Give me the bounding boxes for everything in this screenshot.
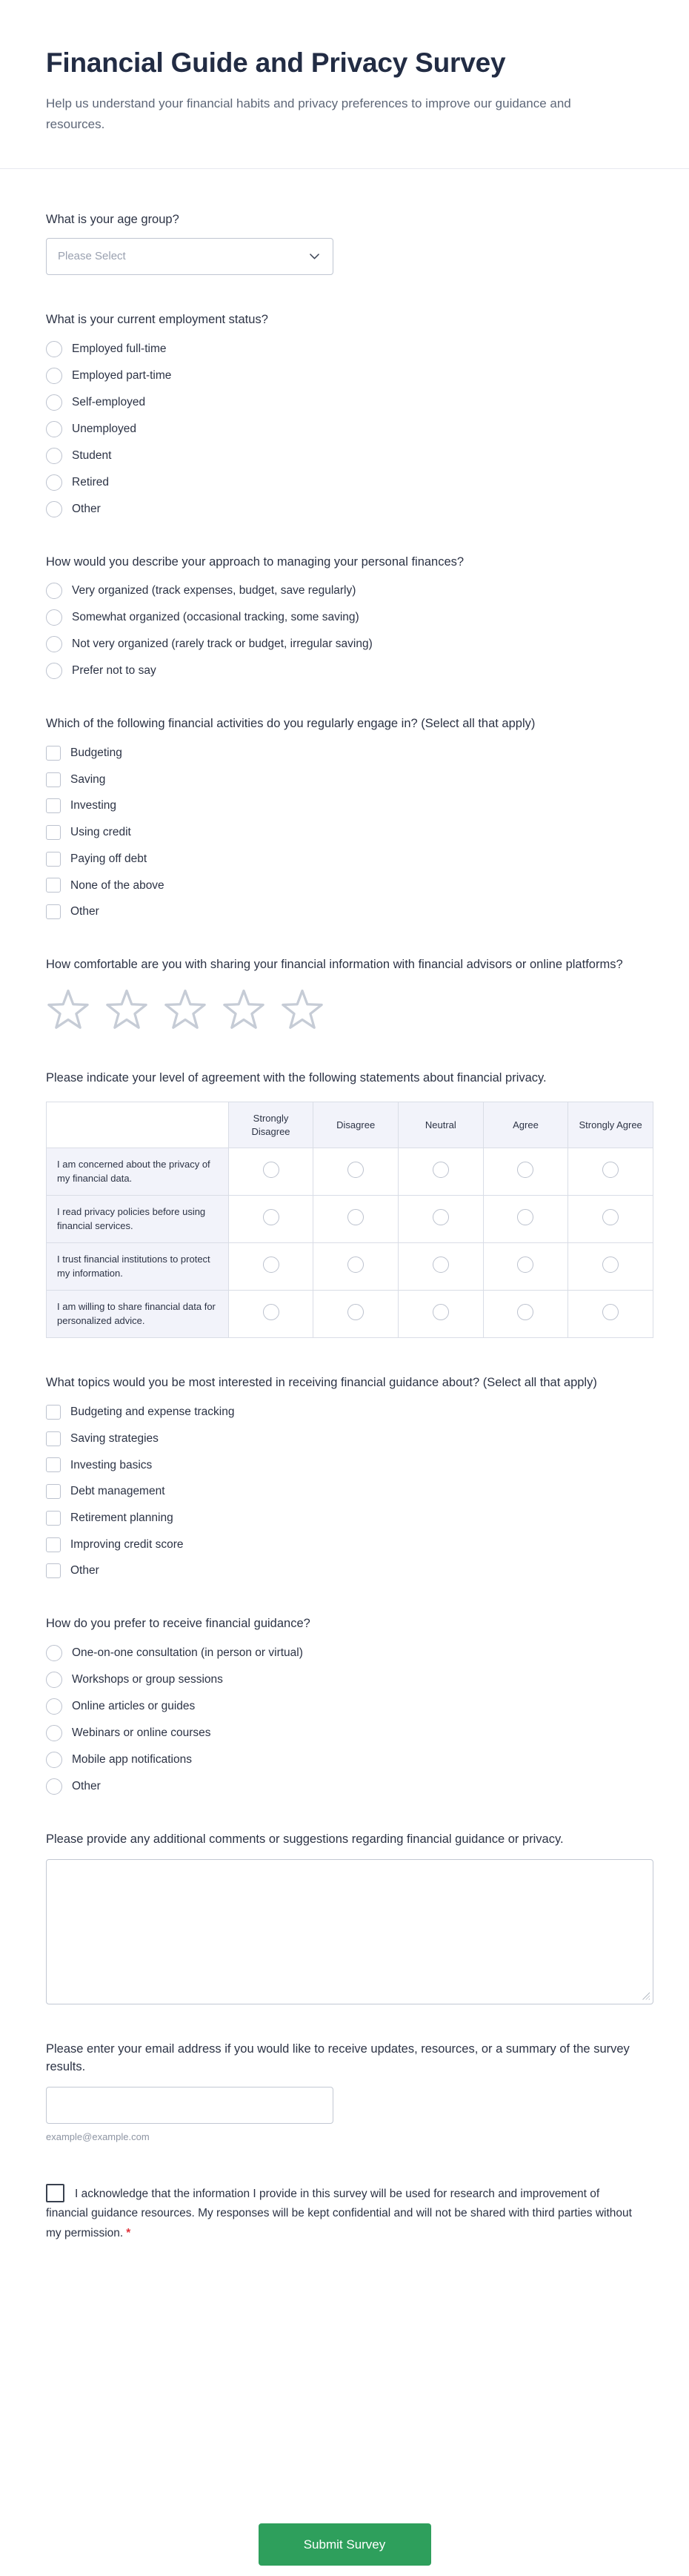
radio-button[interactable] xyxy=(46,1778,62,1795)
comments-textarea-wrap xyxy=(46,1859,653,2004)
option-label: Unemployed xyxy=(72,422,137,435)
radio-option[interactable] xyxy=(46,368,643,384)
checkbox[interactable] xyxy=(46,1511,61,1526)
option-label: Saving strategies xyxy=(70,1431,159,1445)
checkbox-option[interactable] xyxy=(46,878,643,894)
question-finance-approach xyxy=(46,553,643,680)
radio-option[interactable] xyxy=(46,1725,643,1741)
star-icon[interactable] xyxy=(46,989,90,1033)
question-comments xyxy=(46,1830,643,2004)
radio-button[interactable] xyxy=(46,341,62,357)
checkbox[interactable] xyxy=(46,878,61,893)
option-label: Employed part-time xyxy=(72,368,172,382)
question-label: How comfortable are you with sharing your financial information with financial advisors or online platforms? xyxy=(46,957,623,971)
matrix-row xyxy=(47,1291,653,1338)
radio-button[interactable] xyxy=(46,663,62,679)
form-body xyxy=(0,169,689,2243)
matrix-column-header: Neutral xyxy=(399,1102,484,1148)
age-group-select[interactable] xyxy=(46,238,333,275)
checkbox-option[interactable] xyxy=(46,1404,643,1420)
checkbox[interactable] xyxy=(46,825,61,840)
question-label: How do you prefer to receive financial guidance? xyxy=(46,1617,310,1631)
radio-button[interactable] xyxy=(46,394,62,411)
matrix-radio[interactable] xyxy=(433,1209,449,1225)
star-icon[interactable] xyxy=(104,989,149,1033)
matrix-radio[interactable] xyxy=(517,1304,533,1320)
question-label: How would you describe your approach to managing your personal finances? xyxy=(46,554,465,569)
matrix-radio[interactable] xyxy=(433,1162,449,1178)
option-label: None of the above xyxy=(70,878,164,892)
option-label: Improving credit score xyxy=(70,1537,184,1551)
radio-option[interactable] xyxy=(46,394,643,411)
question-financial-activities xyxy=(46,715,643,920)
checkbox-option[interactable] xyxy=(46,1510,643,1526)
matrix-column-header: Strongly Disagree xyxy=(228,1102,313,1148)
radio-button[interactable] xyxy=(46,636,62,652)
matrix-radio[interactable] xyxy=(263,1304,279,1320)
matrix-radio[interactable] xyxy=(263,1256,279,1273)
question-age-group xyxy=(46,211,643,275)
matrix-row-label: I trust financial institutions to protect my information. xyxy=(47,1243,229,1291)
radio-button[interactable] xyxy=(46,1725,62,1741)
radio-option[interactable] xyxy=(46,421,643,437)
option-label: One-on-one consultation (in person or virtual) xyxy=(72,1646,303,1659)
matrix-row-label: I am willing to share financial data for personalized advice. xyxy=(47,1291,229,1338)
matrix-row xyxy=(47,1196,653,1243)
radio-option[interactable] xyxy=(46,1752,643,1768)
option-label: Investing basics xyxy=(70,1458,153,1471)
checkbox[interactable] xyxy=(46,772,61,787)
option-label: Other xyxy=(72,502,101,515)
option-label: Other xyxy=(70,1564,99,1577)
checkbox-option[interactable] xyxy=(46,1457,643,1474)
radio-option[interactable] xyxy=(46,448,643,464)
radio-group-finance-approach xyxy=(46,583,643,679)
checkbox[interactable] xyxy=(46,746,61,761)
form-header xyxy=(0,0,689,168)
radio-option[interactable] xyxy=(46,1698,643,1715)
option-label: Self-employed xyxy=(72,395,146,408)
page-subtitle: Help us understand your financial habits and privacy preferences to improve our guidance and resources. xyxy=(46,96,571,131)
acknowledge-text: I acknowledge that the information I provide in this survey will be used for research and improvement of financial guidance resources. My responses will be kept confidential and will not be shared with third parties without my permission. xyxy=(46,2188,632,2239)
question-email xyxy=(46,2040,643,2143)
option-label: Webinars or online courses xyxy=(72,1726,211,1739)
option-label: Very organized (track expenses, budget, save regularly) xyxy=(72,584,356,597)
matrix-radio[interactable] xyxy=(347,1209,364,1225)
option-label: Paying off debt xyxy=(70,852,147,865)
matrix-row xyxy=(47,1243,653,1291)
question-label: Please enter your email address if you would like to receive updates, resources, or a summary of the survey results. xyxy=(46,2042,630,2074)
matrix-header-row xyxy=(47,1102,653,1148)
question-employment-status xyxy=(46,311,643,517)
checkbox-option[interactable] xyxy=(46,904,643,920)
radio-option[interactable] xyxy=(46,663,643,679)
matrix-column-header: Disagree xyxy=(313,1102,399,1148)
email-input[interactable] xyxy=(46,2087,333,2124)
page-title: Financial Guide and Privacy Survey xyxy=(46,47,506,78)
checkbox-option[interactable] xyxy=(46,1483,643,1500)
checkbox-option[interactable] xyxy=(46,798,643,814)
radio-option[interactable] xyxy=(46,474,643,491)
radio-button[interactable] xyxy=(46,421,62,437)
option-label: Investing xyxy=(70,799,117,812)
checkbox[interactable] xyxy=(46,1457,61,1472)
radio-option[interactable] xyxy=(46,341,643,357)
matrix-row-label: I am concerned about the privacy of my financial data. xyxy=(47,1148,229,1196)
option-label: Other xyxy=(70,905,99,918)
radio-option[interactable] xyxy=(46,1645,643,1661)
star-icon[interactable] xyxy=(163,989,207,1033)
matrix-column-header: Strongly Agree xyxy=(568,1102,653,1148)
question-label: What is your age group? xyxy=(46,213,179,227)
checkbox[interactable] xyxy=(46,904,61,919)
comments-textarea[interactable] xyxy=(46,1859,653,2004)
checkbox-option[interactable] xyxy=(46,824,643,841)
radio-button[interactable] xyxy=(46,1645,62,1661)
submit-button[interactable]: Submit Survey xyxy=(259,2523,431,2566)
question-guidance-preference xyxy=(46,1615,643,1795)
matrix-row-label: I read privacy policies before using financial services. xyxy=(47,1196,229,1243)
acknowledge-checkbox[interactable] xyxy=(46,2184,64,2202)
star-rating xyxy=(46,989,643,1033)
matrix-radio[interactable] xyxy=(602,1256,619,1273)
matrix-radio[interactable] xyxy=(517,1162,533,1178)
matrix-column-header: Agree xyxy=(483,1102,568,1148)
matrix-radio[interactable] xyxy=(517,1209,533,1225)
checkbox-group-topics xyxy=(46,1404,643,1579)
matrix-radio[interactable] xyxy=(263,1209,279,1225)
option-label: Prefer not to say xyxy=(72,664,156,678)
option-label: Retirement planning xyxy=(70,1511,173,1524)
question-label: Which of the following financial activities do you regularly engage in? (Select all that apply) xyxy=(46,717,536,731)
question-label: What is your current employment status? xyxy=(46,312,268,326)
option-label: Budgeting and expense tracking xyxy=(70,1405,235,1419)
option-label: Using credit xyxy=(70,826,131,839)
radio-button[interactable] xyxy=(46,583,62,599)
matrix-radio[interactable] xyxy=(602,1209,619,1225)
radio-button[interactable] xyxy=(46,448,62,464)
matrix-radio[interactable] xyxy=(347,1162,364,1178)
option-label: Online articles or guides xyxy=(72,1699,196,1712)
radio-option[interactable] xyxy=(46,636,643,652)
radio-group-guidance-preference xyxy=(46,1645,643,1795)
option-label: Retired xyxy=(72,475,109,489)
matrix-radio[interactable] xyxy=(433,1256,449,1273)
option-label: Workshops or group sessions xyxy=(72,1672,223,1686)
checkbox[interactable] xyxy=(46,1563,61,1578)
radio-option[interactable] xyxy=(46,501,643,517)
radio-button[interactable] xyxy=(46,368,62,384)
question-label: Please indicate your level of agreement with the following statements about financial privacy. xyxy=(46,1070,547,1085)
agreement-matrix xyxy=(46,1102,653,1338)
checkbox[interactable] xyxy=(46,1537,61,1552)
star-icon[interactable] xyxy=(222,989,266,1033)
checkbox[interactable] xyxy=(46,1405,61,1420)
matrix-radio[interactable] xyxy=(517,1256,533,1273)
matrix-radio[interactable] xyxy=(433,1304,449,1320)
matrix-radio[interactable] xyxy=(347,1256,364,1273)
chevron-down-icon xyxy=(307,249,322,263)
acknowledgement xyxy=(46,2184,642,2243)
option-label: Other xyxy=(72,1779,101,1792)
option-label: Somewhat organized (occasional tracking, some saving) xyxy=(72,611,359,624)
matrix-radio[interactable] xyxy=(602,1304,619,1320)
radio-option[interactable] xyxy=(46,1778,643,1795)
matrix-radio[interactable] xyxy=(602,1162,619,1178)
radio-option[interactable] xyxy=(46,1672,643,1688)
question-label: What topics would you be most interested in receiving financial guidance about? (Select all that apply) xyxy=(46,1376,597,1390)
question-privacy-agreement xyxy=(46,1069,643,1339)
option-label: Saving xyxy=(70,772,106,786)
radio-button[interactable] xyxy=(46,1752,62,1768)
checkbox[interactable] xyxy=(46,852,61,867)
question-guidance-topics xyxy=(46,1374,643,1579)
checkbox-group-activities xyxy=(46,745,643,920)
checkbox-option[interactable] xyxy=(46,745,643,761)
question-label: Please provide any additional comments or suggestions regarding financial guidance or privacy. xyxy=(46,1832,564,1846)
question-sharing-comfort xyxy=(46,956,643,1033)
option-label: Employed full-time xyxy=(72,342,167,355)
option-label: Not very organized (rarely track or budget, irregular saving) xyxy=(72,638,373,651)
radio-button[interactable] xyxy=(46,501,62,517)
radio-option[interactable] xyxy=(46,583,643,599)
required-asterisk: * xyxy=(126,2226,131,2239)
option-label: Budgeting xyxy=(70,746,122,760)
matrix-row xyxy=(47,1148,653,1196)
matrix-radio[interactable] xyxy=(263,1162,279,1178)
checkbox-option[interactable] xyxy=(46,851,643,867)
checkbox-option[interactable] xyxy=(46,772,643,788)
option-label: Student xyxy=(72,448,112,462)
checkbox-option[interactable] xyxy=(46,1537,643,1553)
matrix-corner-cell xyxy=(47,1102,229,1148)
radio-option[interactable] xyxy=(46,609,643,626)
submit-row xyxy=(0,2488,689,2576)
radio-group-employment xyxy=(46,341,643,517)
option-label: Mobile app notifications xyxy=(72,1752,192,1766)
star-icon[interactable] xyxy=(280,989,324,1033)
matrix-radio[interactable] xyxy=(347,1304,364,1320)
checkbox[interactable] xyxy=(46,1484,61,1499)
radio-button[interactable] xyxy=(46,1672,62,1688)
checkbox-option[interactable] xyxy=(46,1563,643,1579)
select-placeholder: Please Select xyxy=(58,250,126,263)
checkbox-option[interactable] xyxy=(46,1431,643,1447)
option-label: Debt management xyxy=(70,1485,165,1498)
email-helper-text: example@example.com xyxy=(46,2131,150,2143)
checkbox[interactable] xyxy=(46,1431,61,1446)
radio-button[interactable] xyxy=(46,474,62,491)
checkbox[interactable] xyxy=(46,798,61,813)
radio-button[interactable] xyxy=(46,609,62,626)
radio-button[interactable] xyxy=(46,1698,62,1715)
